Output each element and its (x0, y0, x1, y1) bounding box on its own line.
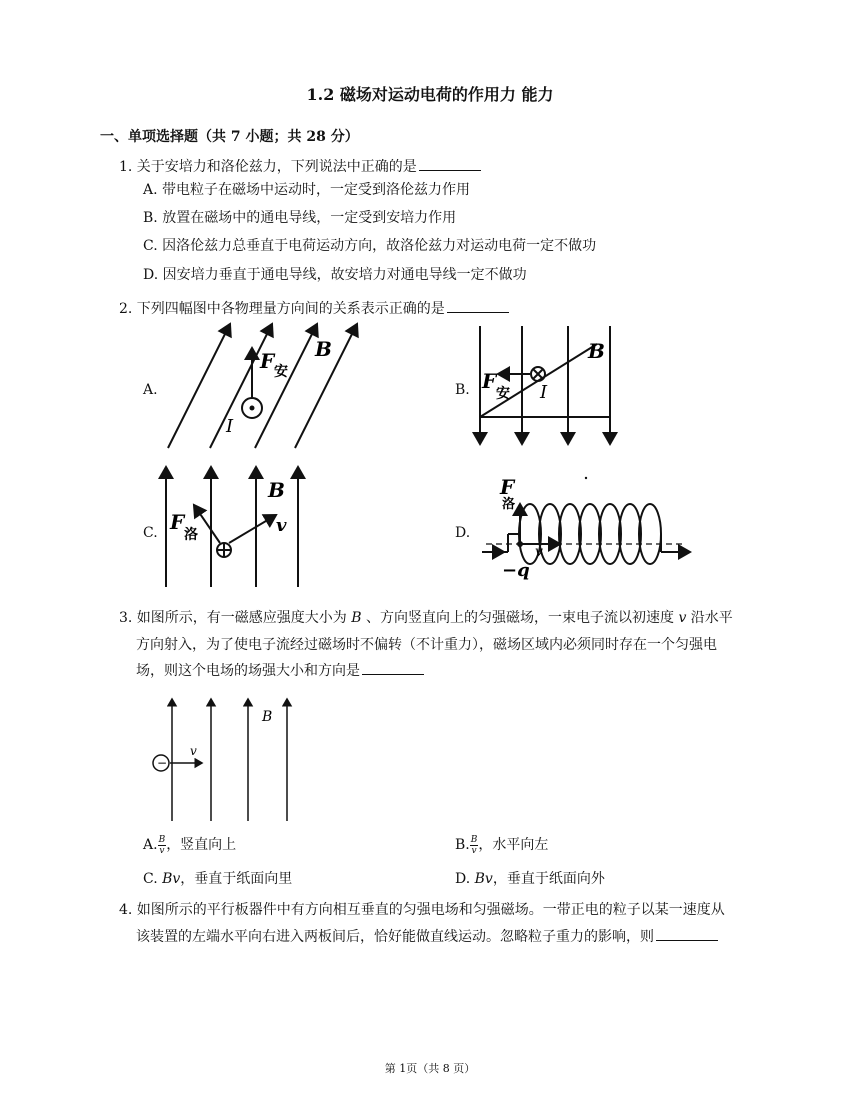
current-label: I (226, 416, 234, 437)
velocity-label: v (276, 515, 287, 536)
question-4-line-1: 4. 如图所示的平行板器件中有方向相互垂直的匀强电场和匀强磁场。一带正电的粒子以某一速度从 (119, 902, 725, 918)
field-label: B (262, 709, 273, 725)
velocity-label: v (190, 744, 197, 758)
charge-sign: − (157, 756, 168, 770)
force-label: F (482, 369, 497, 393)
q3-option-c: C. 𝐵𝑣，垂直于纸面向里 (143, 871, 293, 887)
answer-blank (447, 298, 509, 313)
velocity-arrow (229, 515, 276, 543)
question-3-line-1: 3. 如图所示，有一磁感应强度大小为 𝐵 、方向竖直向上的匀强磁场，一束电子流以初速度 𝑣 沿水平 (119, 610, 733, 626)
q1-option-b: B. 放置在磁场中的通电导线，一定受到安培力作用 (143, 210, 457, 226)
question-3-line-2: 方向射入，为了使电子流经过磁场时不偏转（不计重力），磁场区域内必须同时存在一个匀强电 (136, 637, 717, 653)
answer-blank (362, 660, 424, 675)
charge-dot (517, 541, 523, 547)
q2-figure-a (160, 320, 360, 455)
answer-blank (656, 926, 718, 941)
field-label: B (315, 337, 332, 361)
section-heading: 一、单项选择题（共 7 小题；共 28 分） (100, 129, 359, 145)
force-subscript: 安 (274, 364, 288, 380)
force-label: F (260, 349, 275, 373)
field-label: B (588, 339, 605, 363)
q2-figure-d (478, 468, 693, 583)
force-subscript: 洛 (184, 527, 198, 543)
field-line (210, 324, 272, 448)
q2-label-c: C. (143, 525, 158, 541)
force-subscript: 洛 (502, 497, 516, 512)
question-4-line-2: 该装置的左端水平向右进入两板间后，恰好能做直线运动。忽略粒子重力的影响，则 (136, 926, 718, 946)
field-label: B (268, 478, 285, 502)
force-label: F (170, 510, 185, 534)
q1-option-c: C. 因洛伦兹力总垂直于电荷运动方向，故洛伦兹力对运动电荷一定不做功 (143, 238, 597, 254)
question-3-line-3: 场，则这个电场的场强大小和方向是 (136, 660, 424, 680)
q1-option-a: A. 带电粒子在磁场中运动时，一定受到洛伦兹力作用 (143, 182, 471, 198)
q2-figure-c (158, 463, 308, 591)
velocity-label: v (535, 544, 543, 560)
charge-label: −q (502, 560, 530, 581)
question-1-stem: 1. 关于安培力和洛伦兹力，下列说法中正确的是 (119, 156, 481, 176)
field-line (255, 324, 317, 448)
q2-label-d: D. (455, 525, 471, 541)
q3-figure (150, 695, 300, 825)
q3-option-a: A. $\frac{B}{v}$ ，竖直向上 (143, 834, 237, 856)
solenoid (482, 504, 690, 564)
question-2-stem: 2. 下列四幅图中各物理量方向间的关系表示正确的是 (119, 298, 509, 318)
field-line (168, 324, 230, 448)
page-footer: 第 1页（共 8 页） (384, 1062, 476, 1075)
q2-figure-b (472, 322, 617, 452)
force-label: F (500, 475, 515, 499)
q3-option-b: B. $\frac{B}{v}$ ，水平向左 (455, 834, 549, 856)
answer-blank (419, 156, 481, 171)
q3-option-d: D. 𝐵𝑣，垂直于纸面向外 (455, 871, 605, 887)
current-label: I (540, 382, 548, 403)
force-subscript: 安 (496, 386, 510, 402)
q1-option-d: D. 因安培力垂直于通电导线，故安培力对通电导线一定不做功 (143, 267, 527, 283)
q2-label-b: B. (455, 382, 470, 398)
page-title: 1.2 磁场对运动电荷的作用力 能力 (306, 85, 554, 104)
q2-label-a: A. (143, 382, 158, 398)
